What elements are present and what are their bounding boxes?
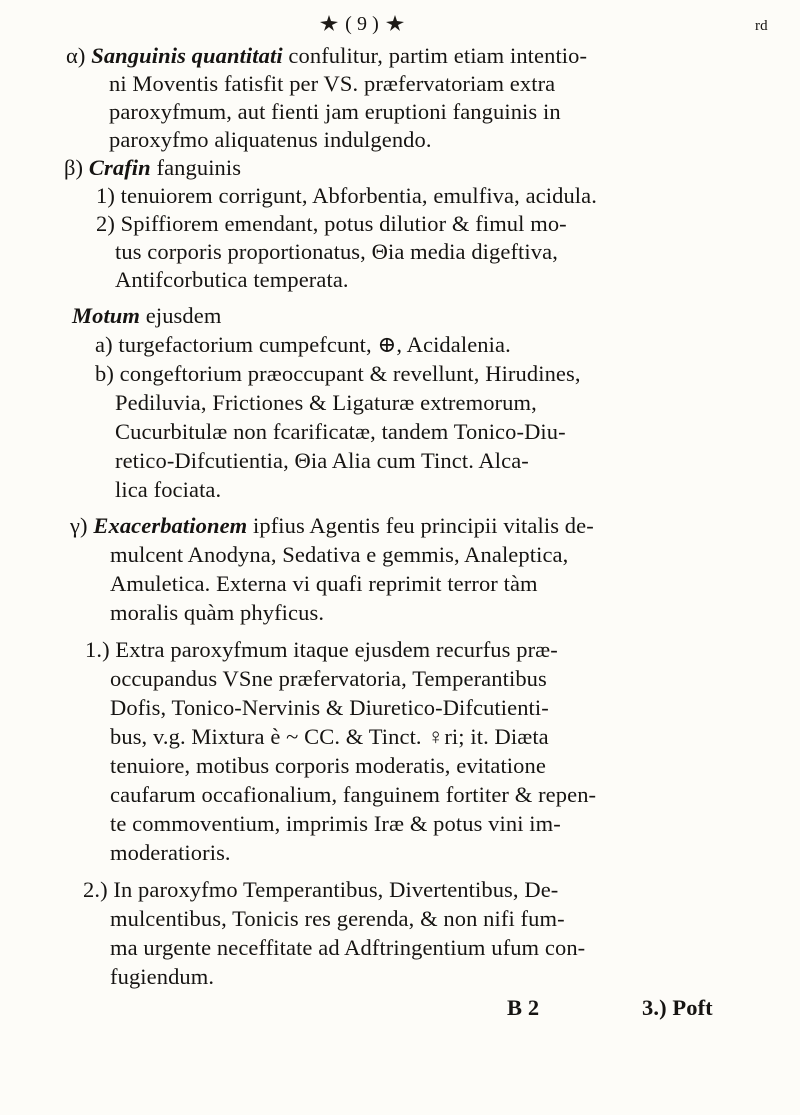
line-text: moderatioris. [110, 840, 231, 865]
text-line [110, 541, 568, 569]
text-line [70, 512, 594, 540]
text-line [110, 752, 546, 780]
text-line [96, 210, 567, 238]
line-text: lica fociata. [115, 477, 222, 502]
line-text: 1) tenuiorem corrigunt, Abforbentia, emulfiva, acidula. [96, 183, 597, 208]
line-text: a) turgefactorium cumpefcunt, ⊕, Acidalenia. [95, 332, 511, 357]
line-text: confulitur, partim etiam intentio- [282, 43, 588, 68]
text-line [110, 694, 549, 722]
line-lead: β) [64, 155, 89, 180]
line-text: fanguinis [150, 155, 242, 180]
line-text: 2.) In paroxyfmo Temperantibus, Divertentibus, De- [83, 877, 559, 902]
text-line [110, 810, 561, 838]
text-line [72, 302, 221, 330]
page-header [318, 10, 406, 38]
line-text: ma urgente neceffitate ad Adftringentium ufum con- [110, 935, 586, 960]
line-text: b) congeftorium præoccupant & revellunt, Hirudines, [95, 361, 581, 386]
line-emphasis: Crafin [88, 155, 151, 180]
text-line [110, 723, 549, 751]
text-line [83, 876, 558, 904]
text-line [95, 331, 511, 359]
page-number: ( 9 ) [345, 13, 379, 35]
text-line [110, 570, 538, 598]
text-line [115, 476, 221, 504]
left-ornament-icon [318, 13, 340, 33]
line-text: ni Moventis fatisfit per VS. præfervatoriam extra [109, 71, 556, 96]
line-text: Cucurbitulæ non fcarificatæ, tandem Tonico-Diu- [115, 419, 566, 444]
line-emphasis: Motum [72, 303, 141, 328]
text-line [115, 418, 566, 446]
text-line [109, 70, 555, 98]
text-line [110, 934, 585, 962]
line-text: Antifcorbutica temperata. [115, 267, 349, 292]
line-text: Pediluvia, Frictiones & Ligaturæ extremorum, [115, 390, 537, 415]
line-text: tus corporis proportionatus, Θia media digeftiva, [115, 239, 558, 264]
text-line [110, 665, 547, 693]
text-line [64, 154, 241, 182]
text-line [109, 126, 432, 154]
catchword: 3.) Poft [642, 995, 713, 1020]
line-lead: γ) [70, 513, 94, 538]
text-line [115, 389, 537, 417]
text-line [109, 98, 561, 126]
text-line [96, 182, 597, 210]
line-text: tenuiore, motibus corporis moderatis, evitatione [110, 753, 546, 778]
line-text: fugiendum. [110, 964, 215, 989]
line-text: paroxyfmum, aut fienti jam eruptioni fanguinis in [109, 99, 561, 124]
line-text: Amuletica. Externa vi quafi reprimit terror tàm [110, 571, 538, 596]
line-text: ipfius Agentis feu principii vitalis de- [247, 513, 594, 538]
line-text: ejusdem [140, 303, 222, 328]
line-emphasis: Sanguinis quantitati [91, 43, 283, 68]
line-text: te commoventium, imprimis Iræ & potus vini im- [110, 811, 561, 836]
signature-mark: B 2 [507, 995, 540, 1020]
text-line [85, 636, 558, 664]
text-line [95, 360, 581, 388]
line-lead: α) [66, 43, 92, 68]
text-line [110, 905, 565, 933]
text-line [115, 447, 529, 475]
text-line [110, 963, 214, 991]
right-ornament-icon [384, 13, 406, 33]
line-text: occupandus VSne præfervatoria, Temperantibus [110, 666, 547, 691]
text-line [115, 266, 349, 294]
line-text: mulcentibus, Tonicis res gerenda, & non nifi fum- [110, 906, 565, 931]
line-text: bus, v.g. Mixtura è ~ CC. & Tinct. ♀ri; it. Diæta [110, 724, 549, 749]
text-line [110, 599, 324, 627]
line-text: 2) Spiffiorem emendant, potus dilutior & fimul mo- [96, 211, 567, 236]
corner-mark: rd [755, 18, 768, 34]
line-text: caufarum occafionalium, fanguinem fortiter & repen- [110, 782, 597, 807]
line-emphasis: Exacerbationem [93, 513, 248, 538]
line-text: Dofis, Tonico-Nervinis & Diuretico-Difcutienti- [110, 695, 549, 720]
line-text: moralis quàm phyficus. [110, 600, 325, 625]
line-text: paroxyfmo aliquatenus indulgendo. [109, 127, 432, 152]
line-text: 1.) Extra paroxyfmum itaque ejusdem recurfus præ- [85, 637, 558, 662]
text-line [110, 781, 596, 809]
line-text: retico-Difcutientia, Θia Alia cum Tinct. Alca- [115, 448, 529, 473]
line-text: mulcent Anodyna, Sedativa e gemmis, Analeptica, [110, 542, 569, 567]
text-line [110, 839, 231, 867]
text-line [66, 42, 587, 70]
text-line [115, 238, 558, 266]
